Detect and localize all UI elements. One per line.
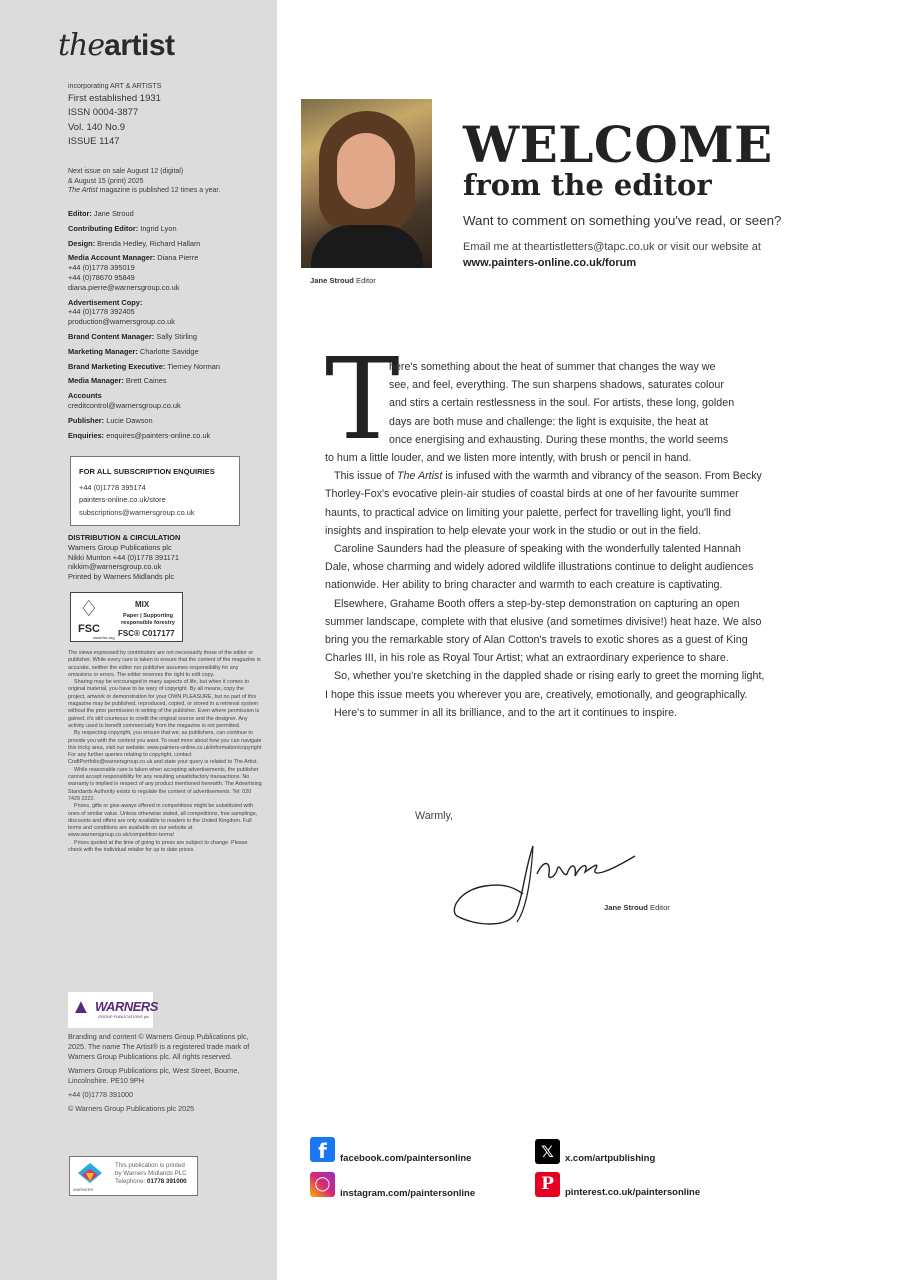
subscription-box xyxy=(70,456,240,526)
disclaimer-text: The views expressed by contributors are not necessarily those of the editor or publisher. While every care is taken to ensure that the content of the magazine is accurate, neither the editor nor publisher assumes responsibility for any omissions or errors. The editor reserves the right to edit copy. Sharing may be encouraged in many aspects of life, but when it comes to original material, you have to be wary of copyright. By all means, copy the project, artwork or demonstration for your OWN PLEASURE, but no part of this magazine may be published, reproduced, copied, or stored in a retrieval system without the prior permission in writing of the publisher. Even where permission is gained, it's still courteous to credit the original source and the designer. Any activity used to benefit commercially from the magazine is not permitted. By respecting copyright, you ensure that we, as publishers, can continue to provide you with the content you want. To read more about how you can navigate this tricky area, visit our website: www.painters-online.co.uk/information/copyright For any further queries relating to copyright, contact CraftPortfolio@warnersgroup.co.uk and state your query is related to The Artist. While reasonable care is taken when accepting advertisements, the publisher cannot accept responsibility for any resulting unsatisfactory transactions. No warranty is implied in respect of any product mentioned herewith. The Advertising Standards Authority exists to regulate the content of advertisements. Tel: 020 7429 2222. Prizes, gifts or give-aways offered in competitions might be substituted with ones of similar value. Unless otherwise stated, all competitions, free samplings, discounts and offers are only available to readers in the United Kingdom. Full terms and conditions are available on our website at www.warnersgroup.co.uk/competition-terms/ Prices quoted at the time of going to press are subject to change. Please check with the individual retailer for up to date prices. xyxy=(68,650,262,854)
credit-entry: Marketing Manager: Charlotte Savidge xyxy=(68,346,199,356)
subscription-heading: FOR ALL SUBSCRIPTION ENQUIRIES xyxy=(79,467,215,476)
page-title: WELCOME xyxy=(463,115,773,174)
instagram-icon[interactable]: ◯ xyxy=(310,1172,335,1197)
established-text: First established 1931 xyxy=(68,92,161,104)
masthead-sidebar xyxy=(0,0,277,1280)
credit-entry: Advertisement Copy: +44 (0)1778 392405 production@warnersgroup.co.uk xyxy=(68,297,175,327)
first-paragraph: here's something about the heat of summer that changes the way we see, and feel, everything. The sun sharpens shadows, saturates colour and stirs a certain restlessness in the soul. For artists, these long, golden days are both muse and challenge: the light is exquisite, the heat at once energising and exhausting. During these months, the world seems xyxy=(389,361,735,446)
fsc-logo: ♢ FSC www.fsc.org MIX Paper | Supporting responsible forestry FSC® C017177 xyxy=(70,592,183,642)
forum-link[interactable]: www.painters-online.co.uk/forum xyxy=(463,257,637,269)
editor-photo xyxy=(301,99,432,268)
branding-info: Branding and content © Warners Group Publications plc, 2025. The name The Artist® is a registered trade mark of Warners Group Publications plc. All rights reserved. Warners Group Publications plc, West Street, Bourne, Lincolnshire. PE10 9PH +44 (0)1778 391000 © Warners Group Publications plc 2025 xyxy=(68,1032,250,1113)
volume-text: Vol. 140 No.9 xyxy=(68,121,126,133)
credit-entry: Editor: Jane Stroud xyxy=(68,209,134,218)
pinterest-icon[interactable]: P xyxy=(535,1172,560,1197)
signature-caption: Jane Stroud Editor xyxy=(604,903,670,912)
pinterest-link[interactable]: pinterest.co.uk/paintersonline xyxy=(565,1187,701,1198)
credit-entry: Media Account Manager: Diana Pierre +44 (0)1778 395019 +44 (0)78670 95849 diana.pierre@warnersgroup.co.uk xyxy=(68,253,199,292)
paragraph-6: Here's to summer in all its brilliance, and to the art it continues to inspire. xyxy=(334,706,678,719)
printed-by-box: WARNERS This publication is printed by Warners Midlands PLC Telephone: 01778 391000 xyxy=(69,1156,198,1196)
subscription-phone: +44 (0)1778 395174 xyxy=(79,482,146,492)
signoff: Warmly, xyxy=(415,810,453,822)
the-artist-logo: theartist xyxy=(58,28,175,63)
instagram-link[interactable]: instagram.com/paintersonline xyxy=(340,1188,476,1199)
subscription-email-link[interactable]: subscriptions@warnersgroup.co.uk xyxy=(79,507,195,517)
warners-emblem-icon: ▲ xyxy=(71,996,91,1018)
staff-credits xyxy=(68,209,268,445)
credit-entry: Brand Marketing Executive: Tierney Norman xyxy=(68,361,220,371)
distribution-info: DISTRIBUTION & CIRCULATION Warners Group Publications plc Nikki Munton +44 (0)1778 391171 nikkim@warnersgroup.co.uk Printed by Warners Midlands plc xyxy=(68,533,181,582)
handwritten-signature xyxy=(445,838,645,930)
facebook-link[interactable]: facebook.com/paintersonline xyxy=(340,1153,472,1164)
next-issue-info: Next issue on sale August 12 (digital) & August 15 (print) 2025 The Artist magazine is published 12 times a year. xyxy=(68,168,221,194)
publication-info xyxy=(68,82,268,150)
first-paragraph-tail: to hum a little louder, and we listen more intently, with brush or pencil in hand. xyxy=(325,452,692,465)
editor-letter xyxy=(325,358,765,722)
contact-info: Email me at theartistletters@tapc.co.uk or visit our website at www.painters-online.co.uk/forum xyxy=(463,241,761,269)
credit-entry: Media Manager: Brett Caines xyxy=(68,376,167,386)
paragraph-5: So, whether you're sketching in the dappled shade or rising early to greet the morning light, I hope this issue meets you wherever you are, creatively, emotionally, and geographically. xyxy=(325,670,765,701)
incorporating-text: incorporating ART & ARTISTS xyxy=(68,83,162,90)
facebook-icon[interactable]: f xyxy=(310,1137,335,1162)
credit-entry: Enquiries: enquires@painters-online.co.uk xyxy=(68,430,211,440)
credit-entry: Publisher: Lucie Dawson xyxy=(68,415,153,425)
drop-cap: T xyxy=(325,335,400,465)
paragraph-3: Caroline Saunders had the pleasure of speaking with the wonderfully talented Hannah Dale, whose charming and widely adored wildlife illustrations continue to delight audiences nationwide. Her ability to bring character and warmth to each creature is captivating. xyxy=(325,543,754,592)
paragraph-4: Elsewhere, Grahame Booth offers a step-by-step demonstration on capturing an open summer landscape, complete with that elusive (and sometimes divisive!) heat haze. We also bring you the remarkable story of Alan Cotton's travels to exotic shores as a guest of King Charles III, in his role as Royal Tour Artist; what an extraordinary experience to share. xyxy=(325,597,762,665)
subscription-store-link[interactable]: painters-online.co.uk/store xyxy=(79,495,166,504)
credit-entry: Design: Brenda Hedley, Richard Hallam xyxy=(68,238,201,248)
comment-prompt: Want to comment on something you've read, or seen? xyxy=(463,213,782,228)
warners-logo: ▲ WARNERS GROUP PUBLICATIONS plc xyxy=(68,992,153,1028)
x-icon[interactable]: 𝕏 xyxy=(535,1139,560,1164)
photo-caption: Jane Stroud Editor xyxy=(310,276,376,285)
credit-entry: Brand Content Manager: Sally Stirling xyxy=(68,331,197,341)
paragraph-2: This issue of The Artist is infused with the warmth and vibrancy of the season. From Becky Thorley-Fox's evocative plein-air studies of coastal birds at one of her favourite summer haunts, to practical advice on limiting your palette, perfect for travelling light, you'll find insights and inspiration to help elevate your work in the studio or out in the field. xyxy=(325,470,762,537)
credit-entry: Accounts creditcontrol@warnersgroup.co.uk xyxy=(68,391,181,410)
issn-text: ISSN 0004-3877 xyxy=(68,107,139,118)
tree-icon: ♢ xyxy=(79,596,99,621)
issue-number: ISSUE 1147 xyxy=(68,136,120,147)
page-subtitle: from the editor xyxy=(463,168,712,202)
x-link[interactable]: x.com/artpublishing xyxy=(565,1153,656,1164)
credit-entry: Contributing Editor: Ingrid Lyon xyxy=(68,223,177,233)
